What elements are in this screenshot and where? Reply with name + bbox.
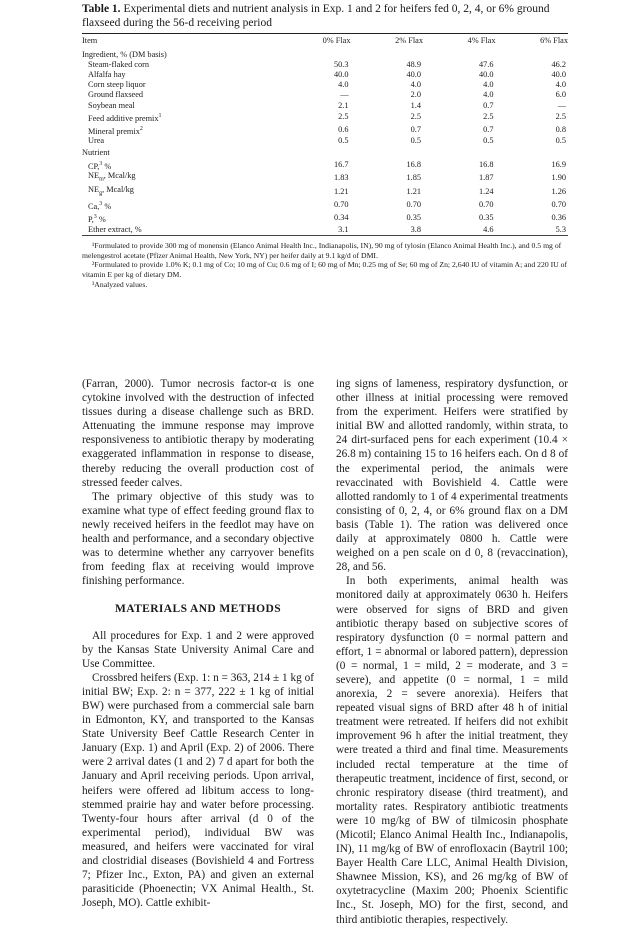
table-cell: 3.8 [410, 224, 421, 234]
table-cell: — [557, 100, 566, 110]
table-cell: 0.5 [555, 136, 566, 146]
table-cell: 48.9 [406, 60, 421, 70]
table-cell: 50.3 [333, 60, 349, 70]
footnote-3: ³Analyzed values. [92, 279, 148, 289]
row-label: Mineral premix$^2$ [88, 125, 143, 136]
row-label: $NE_g$, Mcal/kg [88, 185, 134, 197]
table-1 [82, 2, 568, 290]
table-cell: 40.0 [406, 70, 421, 80]
paragraph: The primary objective of this study was to examine what type of effect feeding ground flax to newly received heifers in the feedlot may have on health and performance, and a secondary objective was to determine whether any carryover benefits from feeding flax at receiving would improve finishing performance. [82, 490, 314, 588]
table-cell: 1.87 [478, 173, 494, 183]
table-row [82, 136, 568, 146]
left-column [82, 377, 314, 910]
table-cell: 0.5 [483, 136, 494, 146]
header-item: Item [82, 36, 98, 45]
table-body [82, 48, 568, 235]
table-cell: 2.1 [338, 100, 349, 110]
table-cell: 16.8 [406, 159, 421, 169]
table-cell: 0.6 [338, 124, 349, 134]
diet-table [82, 34, 568, 235]
table-cell: 0.5 [410, 136, 421, 146]
row-label: $NE_m$, Mcal/kg [88, 171, 136, 184]
table-cell: 5.3 [555, 224, 566, 234]
header-4-flax: 4% Flax [467, 36, 496, 45]
table-cell: 2.0 [410, 90, 421, 100]
table-cell: 0.7 [483, 124, 494, 134]
table-cell: 0.7 [410, 124, 421, 134]
table-cell: 16.8 [478, 159, 494, 169]
row-label: Ca,$^3$ % [88, 200, 112, 211]
table-cell: 1.83 [333, 173, 349, 183]
body-text [82, 377, 568, 926]
row-label: P,$^3$ % [88, 213, 106, 224]
table-cell: 4.0 [410, 80, 421, 90]
subscript: g [99, 190, 103, 197]
superscript: 3 [93, 213, 97, 220]
table-row [82, 111, 568, 124]
table-cell: 1.90 [551, 173, 566, 183]
table-cell: 1.26 [551, 187, 566, 196]
table-row [82, 212, 568, 225]
table-cell: 4.0 [555, 80, 566, 90]
superscript: 1 [158, 112, 162, 119]
table-cell: 0.35 [406, 213, 421, 223]
header-0-flax: 0% Flax [322, 36, 351, 45]
table-cell: 40.0 [333, 70, 349, 80]
row-label: Steam-flaked corn [88, 60, 150, 70]
table-row [82, 185, 568, 199]
table-section-row [82, 48, 568, 60]
footnote-1: ¹Formulated to provide 300 mg of monensin (Elanco Animal Health Inc., Indianapolis, IN), 90 mg of tylosin (Elanco Animal Health Inc.), and 0.5 mg of melengestrol acetate (Pfizer Animal Health, New York, NY) per heifer daily at 9.1 kg/d of DMI. [82, 240, 562, 260]
table-cell: 3.1 [338, 224, 349, 234]
table-cell: 2.5 [483, 112, 494, 122]
paragraph: In both experiments, animal health was monitored daily at approximately 0630 h. Heifers were observed for signs of BRD and given antibiotic therapy based on subjective scores of respiratory dysfunction (0 = normal pattern and effort, 1 = abnormal or labored pattern), depression (0 = normal, 1 = mild, 2 = moderate, and 3 = severe), and appetite (0 = normal, 1 = mild anorexia, 2 = severe anorexia). Heifers that repeated visual signs of BRD after 48 h of initial treatment were retreated. If heifers did not exhibit improvement 96 h after the initial treatment, they were treated a third and final time. Measurements included rectal temperature at the time of therapeutic treatment, incidence of first, second, or chronic respiratory disease (third treatment), and mortality rates. Respiratory antibiotic treatments were 10 mg/kg of BW of tilmicosin phosphate (Micotil; Elanco Animal Health Inc., Indianapolis, IN), 11 mg/kg of BW of enrofloxacin (Baytril 100; Bayer Health Care LLC, Animal Health Division, Shawnee Mission, KS), and 26 mg/kg of BW of oxytetracycline (Maxim 200; Phoenix Scientific Inc., St. Joseph, MO) for the first, second, and third antibiotic therapies, respectively. [336, 575, 568, 926]
table-cell: 1.24 [478, 187, 494, 196]
superscript: 2 [139, 125, 143, 132]
table-row [82, 159, 568, 172]
table-cell: 0.5 [338, 136, 349, 146]
subscript: m [99, 177, 104, 184]
table-caption [82, 2, 568, 30]
table-cell: 0.70 [478, 200, 494, 210]
superscript: 3 [99, 160, 103, 167]
table-cell: 0.8 [555, 124, 566, 134]
table-cell: 0.70 [406, 200, 421, 210]
table-row [82, 60, 568, 70]
table-row [82, 70, 568, 80]
table-cell: 1.85 [406, 173, 421, 183]
table-cell: 0.34 [333, 213, 349, 223]
table-cell: 4.0 [338, 80, 349, 90]
table-cell: 46.2 [551, 60, 566, 70]
table-cell: 6.0 [555, 90, 566, 100]
table-cell: 40.0 [551, 70, 566, 80]
table-row [82, 171, 568, 185]
row-label: Feed additive premix$^1$ [88, 112, 162, 123]
table-caption-text: Experimental diets and nutrient analysis in Exp. 1 and 2 for heifers fed 0, 2, 4, or 6% ground flaxseed during the 56-d receiving period [82, 3, 550, 29]
table-cell: 40.0 [478, 70, 494, 80]
table-cell: 0.70 [551, 200, 566, 210]
table-cell: 2.5 [555, 112, 566, 122]
row-label: Ether extract, % [88, 224, 142, 234]
table-cell: 0.7 [483, 100, 494, 110]
table-row [82, 225, 568, 235]
section-heading: MATERIALS AND METHODS [114, 603, 281, 616]
table-row [82, 101, 568, 111]
header-2-flax: 2% Flax [395, 36, 423, 45]
table-cell: 1.21 [333, 187, 349, 196]
superscript: 3 [99, 200, 103, 207]
table-row [82, 90, 568, 100]
section-ingredient: Ingredient, % (DM basis) [82, 50, 167, 60]
table-cell: 1.4 [410, 100, 421, 110]
table-row [82, 80, 568, 90]
paragraph: (Farran, 2000). Tumor necrosis factor-α is one cytokine involved with the destruction of infected tissues during a disease challenge such as BRD. Attenuating the immune response may improve responsiveness to antibiotic therapy by moderating exaggerated inflammation in response to disease, thereby reducing the overall production cost of stressed feeder calves. [82, 378, 314, 489]
row-label: Urea [88, 136, 105, 146]
table-cell: 0.36 [551, 213, 566, 223]
table-row [82, 124, 568, 137]
table-header-row [82, 34, 568, 48]
section-nutrient: Nutrient [82, 148, 110, 158]
table-cell: 4.0 [483, 80, 494, 90]
row-label: Soybean meal [88, 100, 135, 110]
footnote-2: ²Formulated to provide 1.0% K; 0.1 mg of Co; 10 mg of Cu; 0.6 mg of I; 60 mg of Mn; 0.25 mg of Se; 60 mg of Zn; 2,640 IU of vitamin A; and 220 IU of vitamin E per kg of dietary DM. [82, 260, 568, 280]
table-cell: 0.70 [333, 200, 349, 210]
table-cell: 4.0 [483, 90, 494, 100]
table-cell: 16.7 [333, 159, 349, 169]
table-cell: 1.21 [406, 187, 421, 196]
header-6-flax: 6% Flax [540, 36, 568, 45]
paragraph: Crossbred heifers (Exp. 1: n = 363, 214 ± 1 kg of initial BW; Exp. 2: n = 377, 222 ± 1 kg of initial BW) were purchased from a commercial sale barn in Edmonton, KY, and transported to the Kansas State University Beef Cattle Research Center in January (Exp. 1) and April (Exp. 2) of 2006. There were 2 arrival dates (1 and 2) 7 d apart for both the January and April receiving periods. Upon arrival, heifers were offered ad libitum access to long-stemmed prairie hay and water before processing. Twenty-four hours after arrival (d 0 of the experimental period), individual BW was measured, and heifers were vaccinated for viral and clostridial diseases (Bovishield 4 and Fortress 7; Pfizer Inc., Exton, PA) and given an external parasiticide (Phoenectin; VX Animal Health., St. Joseph, MO). Cattle exhibit- [82, 671, 314, 910]
table-cell: 16.9 [551, 159, 566, 169]
row-label: CP,$^3$ % [88, 160, 112, 171]
table-cell: 4.6 [483, 224, 494, 234]
table-row [82, 199, 568, 212]
row-label: Ground flaxseed [88, 90, 144, 100]
paragraph: All procedures for Exp. 1 and 2 were approved by the Kansas State University Animal Care and Use Committee. [82, 629, 314, 670]
row-label: Alfalfa hay [88, 70, 126, 80]
table-cell: 0.35 [478, 213, 494, 223]
table-section-row [82, 146, 568, 158]
table-cell: 2.5 [410, 112, 421, 122]
table-caption-label: Table 1. [82, 3, 121, 15]
paragraph: ing signs of lameness, respiratory dysfunction, or other illness at initial processing were removed from the experiment. Heifers were stratified by initial BW and allotted randomly, within strata, to 24 dirt-surfaced pens for each experiment (10.4 × 26.8 m) containing 15 to 16 heifers each. On d 8 of the experimental period, the animals were revaccinated with Bovishield 4. Cattle were allotted randomly to 1 of 4 experimental treatments consisting of 0, 2, 4, or 6% ground flax on a DM basis (Table 1). The ration was delivered once daily at approximately 0800 h. Cattle were weighed on a pen scale on d 0, 8 (revaccination), 28, and 56. [336, 378, 568, 574]
table-cell: 2.5 [338, 112, 349, 122]
table-cell: 47.6 [478, 60, 494, 70]
table-cell: — [340, 90, 349, 100]
right-column [336, 377, 568, 927]
table-footnotes [82, 241, 568, 290]
table-bottom-rule [82, 235, 568, 236]
row-label: Corn steep liquor [88, 80, 146, 90]
